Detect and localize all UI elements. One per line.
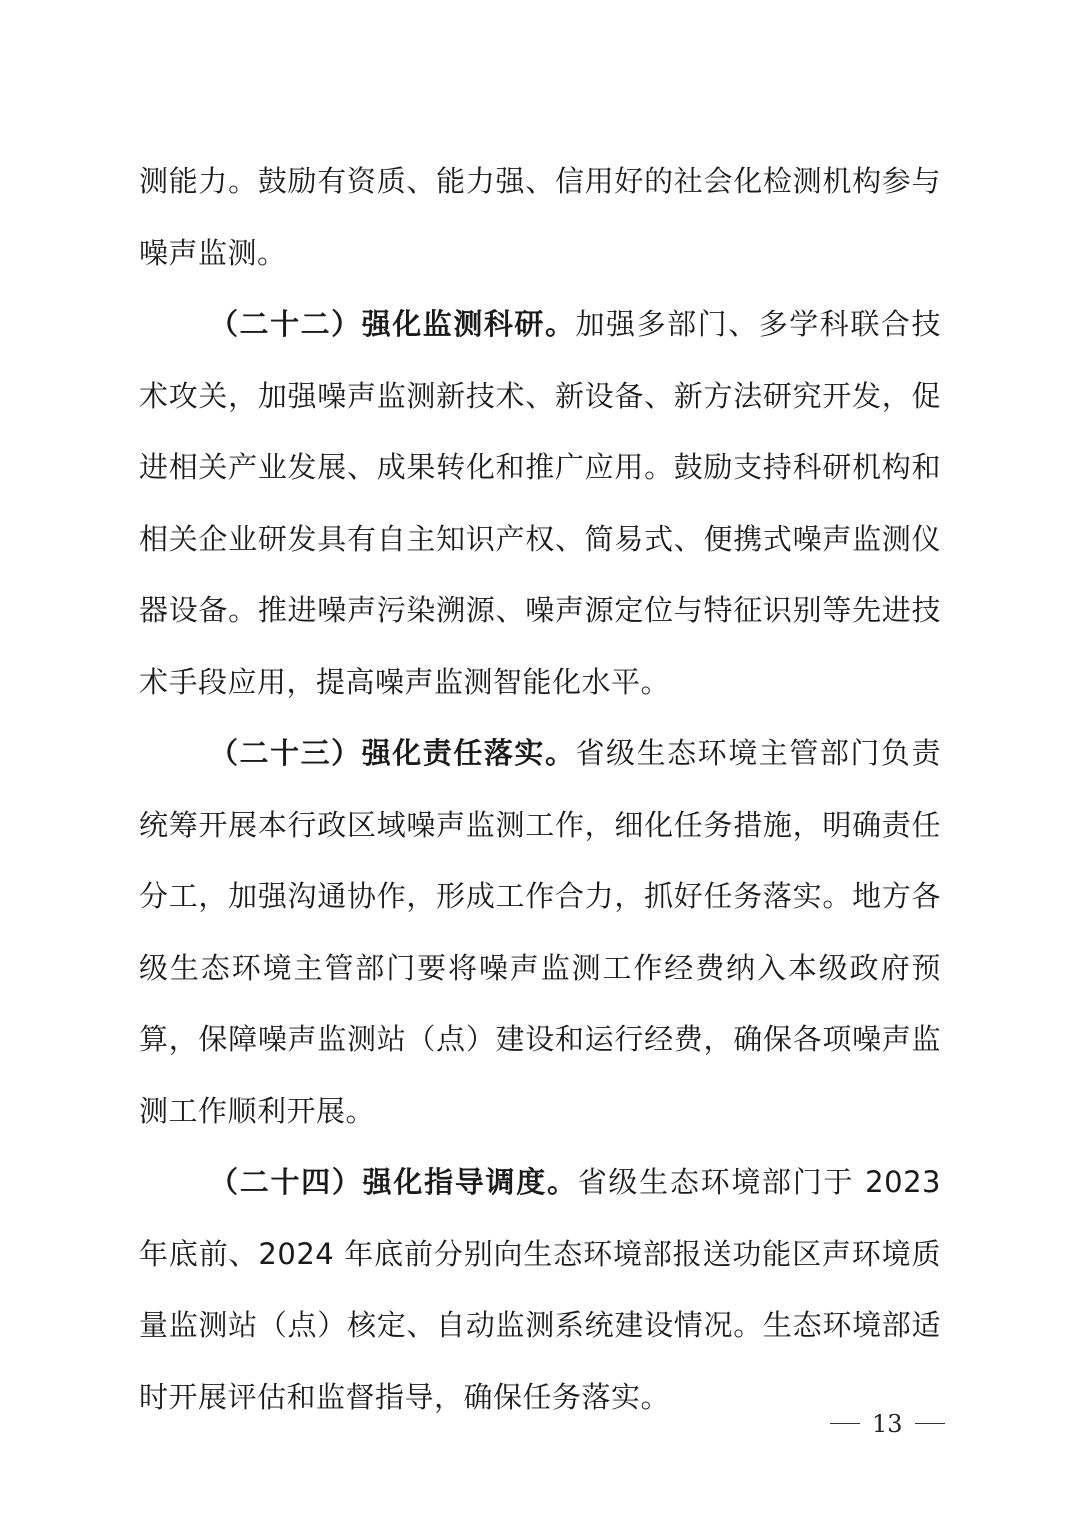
page-number: 13 [872, 1409, 903, 1438]
paragraph-text: 测能力。鼓励有资质、能力强、信用好的社会化检测机构参与噪声监测。 [139, 164, 941, 270]
footer-dash-left [830, 1423, 860, 1425]
footer-dash-right [915, 1423, 945, 1425]
paragraph-text: 加强多部门、多学科联合技术攻关，加强噪声监测新技术、新设备、新方法研究开发，促进相关产业发展、成果转化和推广应用。鼓励支持科研机构和相关企业研发具有自主知识产权、简易式、便携式噪声监测仪器设备。推进噪声污染溯源、噪声源定位与特征识别等先进技术手段应用，提高噪声监测智能化水平。 [139, 307, 941, 699]
paragraph-24 [139, 1147, 941, 1433]
paragraph-23 [139, 718, 941, 1147]
page-footer [830, 1408, 944, 1438]
paragraph-continuation [139, 146, 941, 289]
paragraph-22 [139, 289, 941, 718]
section-heading-23: （二十三）强化责任落实。 [209, 736, 576, 770]
section-heading-24: （二十四）强化指导调度。 [209, 1165, 578, 1199]
paragraph-text: 省级生态环境主管部门负责统筹开展本行政区域噪声监测工作，细化任务措施，明确责任分工，加强沟通协作，形成工作合力，抓好任务落实。地方各级生态环境主管部门要将噪声监测工作经费纳入本级政府预算，保障噪声监测站（点）建设和运行经费，确保各项噪声监测工作顺利开展。 [139, 736, 941, 1128]
section-heading-22: （二十二）强化监测科研。 [209, 307, 576, 341]
paragraph-text: 省级生态环境部门于 2023 年底前、2024 年底前分别向生态环境部报送功能区声环境质量监测站（点）核定、自动监测系统建设情况。生态环境部适时开展评估和监督指导，确保任务落实。 [139, 1165, 941, 1414]
document-body [139, 146, 941, 1433]
